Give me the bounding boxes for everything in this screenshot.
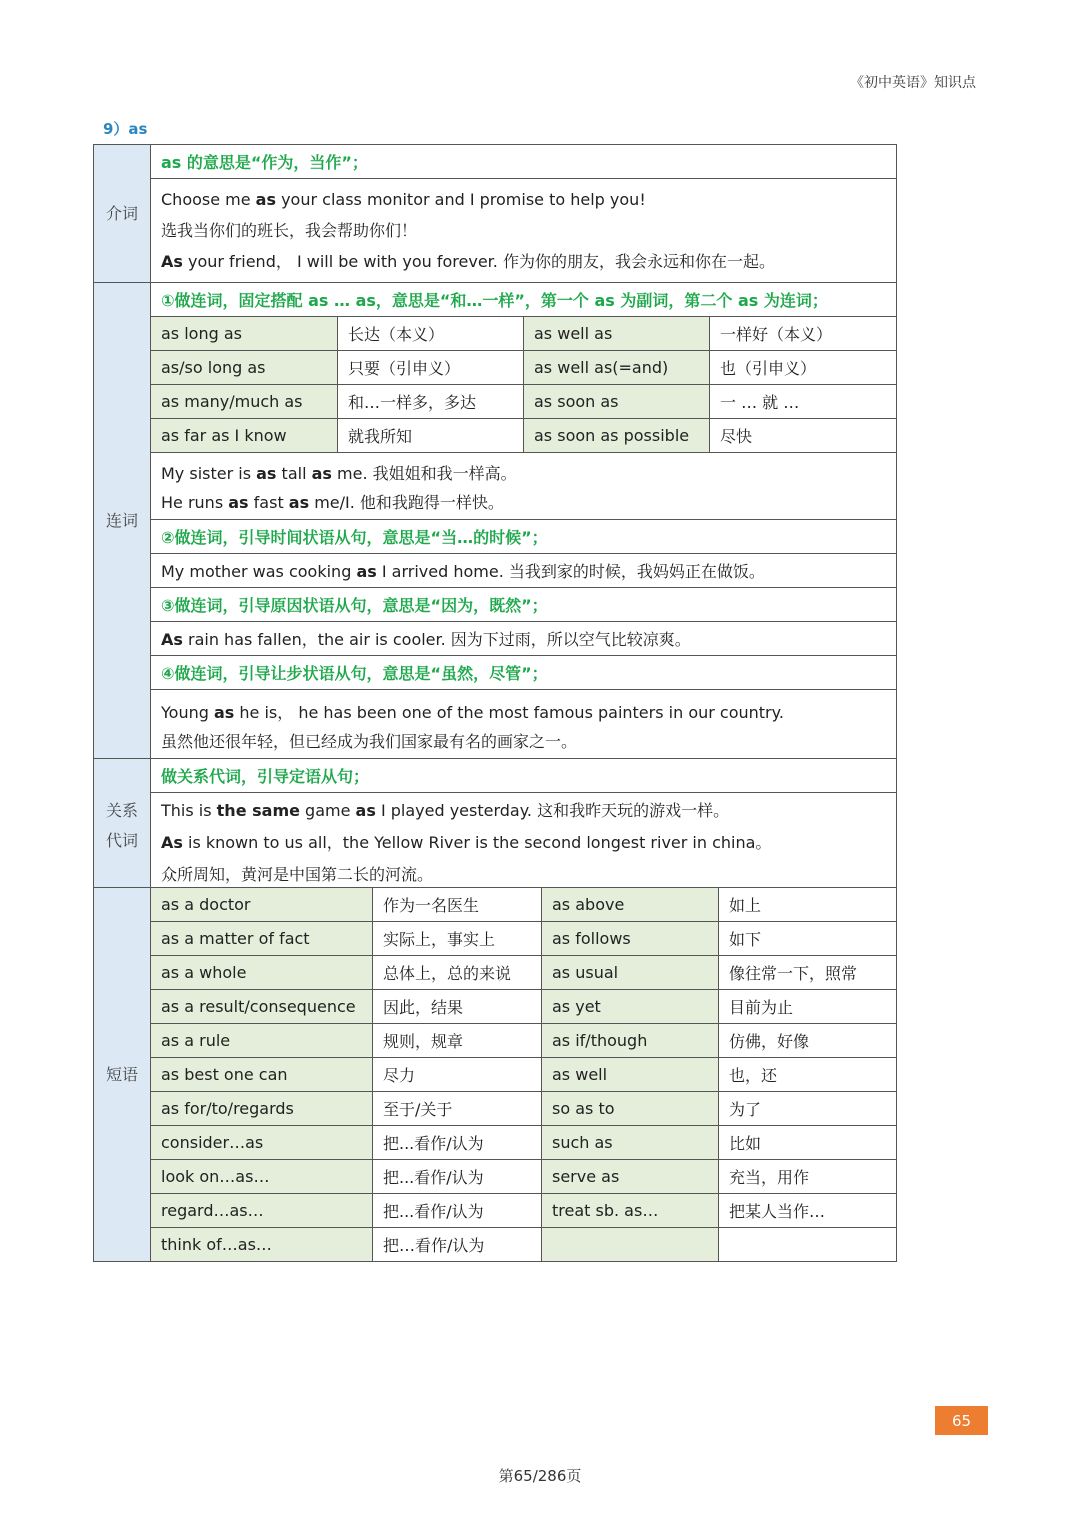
label-phrases: 短语	[94, 888, 151, 1262]
phrase-cn: 把…看作/认为	[373, 1228, 542, 1262]
conj-pair-row	[94, 419, 897, 453]
phrase-cn	[719, 1228, 897, 1262]
phrase-en: as best one can	[151, 1058, 373, 1092]
phrase-en: consider…as	[151, 1126, 373, 1160]
conj-examples-row	[94, 453, 897, 520]
phrase-cn: 把...看作/认为	[373, 1194, 542, 1228]
rel-example-2: As is known to us all，the Yellow River is the second longest river in china。	[161, 833, 772, 852]
phrase-en: as if/though	[542, 1024, 719, 1058]
conj-title-3: ③做连词，引导原因状语从句，意思是“因为，既然”；	[151, 588, 897, 622]
label-rel: 关系 代词	[94, 759, 151, 894]
conj-pair-meaning: 也（引申义）	[710, 351, 897, 385]
conj-title4-row	[94, 656, 897, 690]
phrase-cn: 仿佛，好像	[719, 1024, 897, 1058]
conj-title-4: ④做连词，引导让步状语从句，意思是“虽然，尽管”；	[151, 656, 897, 690]
phrase-cn: 把某人当作…	[719, 1194, 897, 1228]
conj-title1-row	[94, 283, 897, 317]
phrase-row	[94, 1228, 897, 1262]
phrase-en: regard…as…	[151, 1194, 373, 1228]
conj-example-3: My mother was cooking as I arrived home. 当我到家的时候，我妈妈正在做饭。	[151, 554, 897, 588]
phrase-cn: 如下	[719, 922, 897, 956]
phrase-en: as above	[542, 888, 719, 922]
page-number-badge: 65	[935, 1406, 988, 1435]
phrase-en: serve as	[542, 1160, 719, 1194]
conj-example3-row	[94, 554, 897, 588]
phrase-en: as a whole	[151, 956, 373, 990]
conj-pair-phrase: as far as I know	[151, 419, 338, 453]
conj-example-5-en: Young as he is， he has been one of the most famous painters in our country.	[161, 703, 784, 722]
conj-examples	[151, 453, 897, 520]
conj-pair-phrase: as many/much as	[151, 385, 338, 419]
phrase-en: as a rule	[151, 1024, 373, 1058]
conj-pair-meaning: 只要（引申义）	[338, 351, 524, 385]
phrase-cn: 规则，规章	[373, 1024, 542, 1058]
phrase-cn: 因此，结果	[373, 990, 542, 1024]
conj-example-1: My sister is as tall as me. 我姐姐和我一样高。	[161, 464, 517, 483]
conj-example-5-cn: 虽然他还很年轻，但已经成为我们国家最有名的画家之一。	[161, 732, 578, 751]
conj-example-4: As rain has fallen，the air is cooler. 因为下过雨，所以空气比较凉爽。	[151, 622, 897, 656]
conj-title-2: ②做连词，引导时间状语从句，意思是“当…的时候”；	[151, 520, 897, 554]
phrase-cn: 充当，用作	[719, 1160, 897, 1194]
phrase-cn: 把...看作/认为	[373, 1126, 542, 1160]
phrase-en	[542, 1228, 719, 1262]
conj-example-2: He runs as fast as me/I. 他和我跑得一样快。	[161, 493, 504, 512]
page-indicator: 第65/286页	[498, 1467, 582, 1485]
phrase-row	[94, 1194, 897, 1228]
phrase-en: such as	[542, 1126, 719, 1160]
phrase-cn: 也，还	[719, 1058, 897, 1092]
rel-example-1: This is the same game as I played yesterday. 这和我昨天玩的游戏一样。	[161, 801, 730, 820]
phrase-cn: 总体上，总的来说	[373, 956, 542, 990]
prep-examples-row	[94, 179, 897, 283]
conj-pair-meaning: 尽快	[710, 419, 897, 453]
conj-example-5	[151, 690, 897, 759]
conj-pair-phrase: as soon as	[524, 385, 710, 419]
phrase-en: so as to	[542, 1092, 719, 1126]
conj-pair-phrase: as well as(=and)	[524, 351, 710, 385]
rel-title: 做关系代词，引导定语从句；	[151, 759, 897, 793]
label-conj: 连词	[94, 283, 151, 759]
phrases-table	[93, 887, 897, 1262]
phrase-cn: 把...看作/认为	[373, 1160, 542, 1194]
conj-title3-row	[94, 588, 897, 622]
phrase-row	[94, 1024, 897, 1058]
conj-pair-row	[94, 317, 897, 351]
section-title: 9）as	[103, 120, 148, 138]
phrase-cn: 目前为止	[719, 990, 897, 1024]
conj-pair-row	[94, 351, 897, 385]
rel-examples	[151, 793, 897, 894]
phrase-cn: 尽力	[373, 1058, 542, 1092]
prep-title-row	[94, 145, 897, 179]
phrase-row	[94, 1160, 897, 1194]
phrase-cn: 如上	[719, 888, 897, 922]
phrase-row	[94, 956, 897, 990]
phrase-row	[94, 990, 897, 1024]
phrase-row	[94, 1058, 897, 1092]
conj-pair-meaning: 就我所知	[338, 419, 524, 453]
conj-pair-meaning: 一 … 就 …	[710, 385, 897, 419]
phrase-en: as usual	[542, 956, 719, 990]
phrase-en: as a doctor	[151, 888, 373, 922]
phrase-en: look on…as…	[151, 1160, 373, 1194]
document-header: 《初中英语》知识点	[850, 75, 976, 91]
prep-example-1-cn: 选我当你们的班长，我会帮助你们！	[161, 221, 418, 240]
conj-pair-phrase: as long as	[151, 317, 338, 351]
label-prep: 介词	[94, 145, 151, 283]
phrase-row	[94, 1092, 897, 1126]
conj-example5-row	[94, 690, 897, 759]
phrase-en: as follows	[542, 922, 719, 956]
prep-example-1: Choose me as your class monitor and I promise to help you!	[161, 190, 646, 209]
conj-title-1: ①做连词，固定搭配 as … as，意思是“和…一样”，第一个 as 为副词，第二个 as 为连词；	[151, 283, 897, 317]
phrase-cn: 作为一名医生	[373, 888, 542, 922]
phrase-row	[94, 922, 897, 956]
phrase-en: as a result/consequence	[151, 990, 373, 1024]
conj-pair-phrase: as/so long as	[151, 351, 338, 385]
prep-title: as 的意思是“作为，当作”；	[151, 145, 897, 179]
conj-pair-phrase: as soon as possible	[524, 419, 710, 453]
rel-examples-row	[94, 793, 897, 894]
phrase-en: treat sb. as…	[542, 1194, 719, 1228]
phrase-en: as yet	[542, 990, 719, 1024]
conj-pair-meaning: 一样好（本义）	[710, 317, 897, 351]
rel-example-2-cn: 众所周知，黄河是中国第二长的河流。	[161, 865, 434, 884]
phrase-en: think of…as…	[151, 1228, 373, 1262]
conj-pair-row	[94, 385, 897, 419]
rel-title-row	[94, 759, 897, 793]
phrase-cn: 实际上，事实上	[373, 922, 542, 956]
conj-title2-row	[94, 520, 897, 554]
phrase-cn: 像往常一下，照常	[719, 956, 897, 990]
conj-pair-meaning: 长达（本义）	[338, 317, 524, 351]
phrase-en: as for/to/regards	[151, 1092, 373, 1126]
phrase-cn: 比如	[719, 1126, 897, 1160]
phrase-cn: 至于/关于	[373, 1092, 542, 1126]
phrase-row	[94, 888, 897, 922]
conj-pair-phrase: as well as	[524, 317, 710, 351]
phrase-cn: 为了	[719, 1092, 897, 1126]
phrase-en: as well	[542, 1058, 719, 1092]
phrase-en: as a matter of fact	[151, 922, 373, 956]
prep-examples	[151, 179, 897, 283]
prep-example-2: As your friend， I will be with you forever. 作为你的朋友，我会永远和你在一起。	[161, 252, 775, 271]
conj-pair-meaning: 和…一样多，多达	[338, 385, 524, 419]
as-usage-table	[93, 144, 897, 894]
phrase-row	[94, 1126, 897, 1160]
conj-example4-row	[94, 622, 897, 656]
